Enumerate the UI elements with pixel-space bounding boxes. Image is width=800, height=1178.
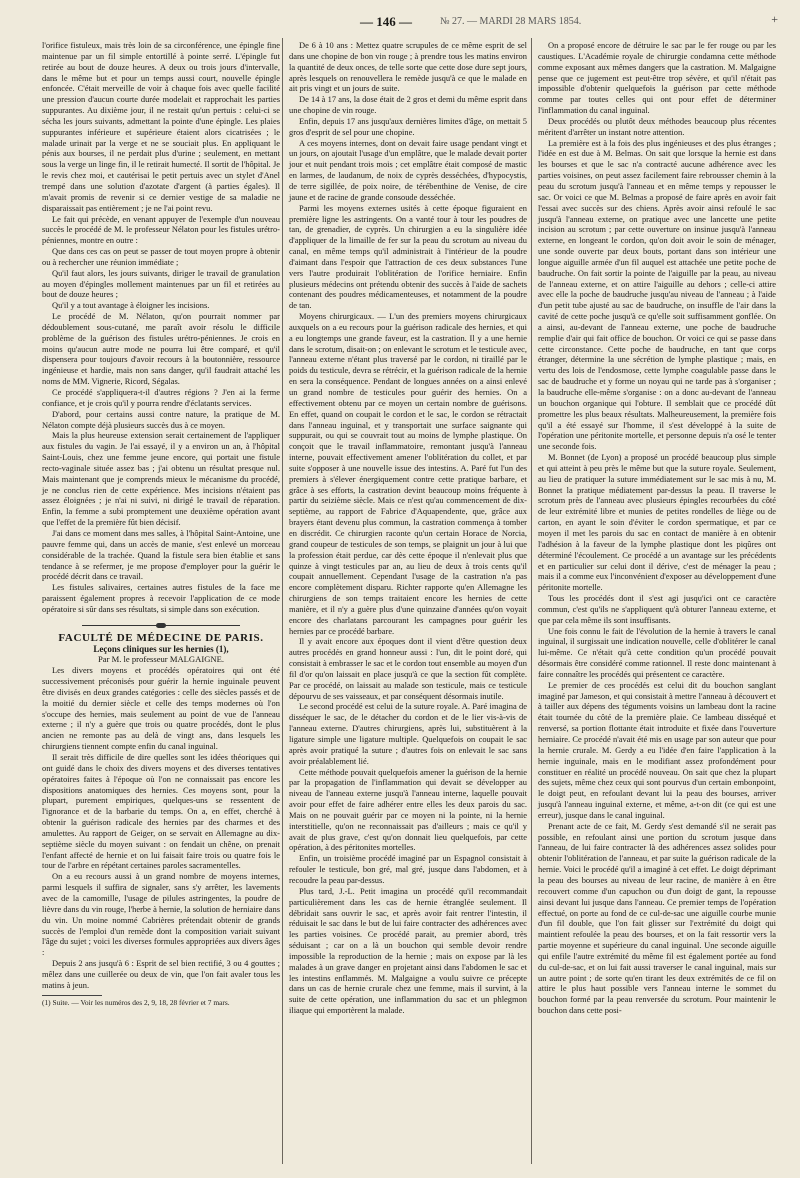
footnote: (1) Suite. — Voir les numéros des 2, 9, 18, 28 février et 7 mars.: [42, 997, 230, 1007]
issue-line: № 27. — MARDI 28 MARS 1854.: [440, 16, 582, 27]
section-subtitle: Leçons cliniques sur les hernies (1),: [93, 643, 229, 654]
paragraph: Deux procédés ou plutôt deux méthodes beaucoup plus récentes méritent d'arrêter un instant notre attention.: [538, 115, 776, 137]
paragraph: Qu'il y a tout avantage à éloigner les incisions.: [52, 300, 210, 311]
paragraph: Ce procédé s'appliquera-t-il d'autres régions ? J'en ai la ferme confiance, et je crois qu'il y pourra rendre d'éclatants services.: [42, 387, 280, 408]
paragraph: Le second procédé est celui de la suture royale. A. Paré imagina de disséquer le sac, de le détacher du cordon et de le lier vis-à-vis de l'anneau externe. D'autres chirurgiens, après lui, substituèrent à la ligature simple une ligature multiple. Quelquefois on coupait le sac après avoir pratiqué la suture ; d'autres fois on enlevait le sac sans avoir préalablement lié.: [289, 701, 527, 766]
paragraph: Cette méthode pouvait quelquefois amener la guérison de la hernie par la propagation de l'inflammation qui devait se développer au niveau de l'anneau externe jusqu'à l'anneau interne, laquelle pouvait avoir pour effet de faire adhérer entre elles les deux parois du sac. Mais on ne pouvait guérir par ce moyen ni la pointe, ni la hernie interstitielle, qu'on ne reconnaissait pas d'ailleurs ; mais ce qu'il y avait de plus grave, c'est qu'on donnait lieu quelquefois, par cette opération, à des péritonites mortelles.: [289, 766, 527, 853]
text-column-right: [538, 40, 776, 1016]
paragraph: Parmi les moyens externes usités à cette époque figuraient en première ligne les astringents. On a vanté tour à tour les poudres de tan, de grenadier, de cyprès. Un chirurgien a eu la singulière idée d'appliquer de la limaille de fer sur la peau du scrotum au niveau du canal, en même temps qu'il administrait à l'intérieur de la poudre d'aimant dans l'espoir que l'attraction de ces deux substances l'une vers l'autre produirait l'oblitération de l'orifice herniaire. Enfin plusieurs médecins ont prétendu obtenir des succès à l'aide de sachets contenant des poudres médicamenteuses, et notamment de la poudre de tan.: [289, 202, 527, 311]
paragraph: Mais la plus heureuse extension serait certainement de l'appliquer aux fistules du vagin. Je l'ai essayé, il y a environ un an, à l'hôpital Saint-Louis, chez une femme jeune encore, qui portait une fistule recto-vaginale située assez bas ; j'ai obtenu un résultat presque nul. Mais maintenant que je comprends mieux le mécanisme du procédé, je ne conclus rien de cette expérience. Mes incisions n'étaient pas assez éloignées ; je n'ai ni suivi, ni dirigé le travail de réparation. Enfin, la femme a subi promptement une deuxième opération avant que l'effet de la première fût bien décisif.: [42, 430, 280, 528]
paragraph: La première est à la fois des plus ingénieuses et des plus étranges ; l'idée en est due à M. Belmas. On sait que lorsque la hernie est dans les bourses et que le sac n'a contracté aucune adhérence avec les parties voisines, on peut assez facilement faire rebrousser chemin à la peau du scrotum jusqu'à l'anneau et en même temps y repousser le sac. Or voici ce que M. Belmas a proposé de faire après en avoir fait l'essai avec succès sur des chiens. Après avoir ainsi refoulé le sac jusqu'à l'anneau externe, on pratique avec une lancette une petite incision au scrotum ; par cette ouverture on insinue jusqu'à l'anneau externe, en longeant le cordon, qu'on doit avoir le soin de ménager, une sonde ouverte par deux bouts, portant dans son intérieur une longue aiguille armée d'un fil auquel est attachée une petite poche de baudruche. On fait sortir la pointe de l'aiguille par la peau, au niveau de l'anneau externe, et on attire l'aiguille au dehors ; celle-ci attire avec elle la poche de baudruche jusqu'au niveau de l'anneau ; à l'aide d'un petit tube ajusté au sac de baudruche, on insuffle de l'air dans la cavité de cette poche jusqu'à ce qu'elle soit suffisamment gonflée. On a ainsi, au-devant de l'anneau externe, une poche de baudruche remplie d'air qui fait office de bouchon. Or voici ce qui se passe dans cette circonstance. Cette poche de baudruche, en tant que corps étranger, détermine la une sécrétion de lymphe plastique ; mais, en vertu des lois de l'endosmose, cette lymphe coagulable passe dans le sac de baudruche et y forme un noyau qui ne tarde pas à s'organiser ; la baudruche elle-même s'organise : on a donc au-devant de l'anneau un bouchon organique qui l'obture. Il semblait que ce procédé dût promettre les plus beaux résultats. Malheureusement, la première fois qu'il a été essayé sur l'homme, il s'est développé à la suite de l'opération une péritonite mortelle, et personne depuis n'a osé le tenter une seconde fois.: [538, 137, 776, 452]
paragraph: Une fois connu le fait de l'évolution de la hernie à travers le canal inguinal, il surgissait une indication nouvelle, celle d'oblitérer le canal lui-même. Ce n'était qu'à cette condition qu'un procédé pouvait désormais être considéré comme rationnel. Il reste donc maintenant à faire connaître les procédés qui présentent ce caractère.: [538, 625, 776, 679]
paragraph: J'ai dans ce moment dans mes salles, à l'hôpital Saint-Antoine, une pauvre femme qui, dans un accès de manie, s'est enlevé un morceau considérable de la trachée. Quand la fistule sera bien établie et sans tendance à se refermer, je me propose d'employer pour la guérir le procédé décrit dans ce travail.: [42, 527, 280, 582]
text-column-left: [42, 40, 280, 1007]
paragraph: A ces moyens internes, dont on devait faire usage pendant vingt et un jours, on ajoutait l'usage d'un emplâtre, que le malade devait porter jour et nuit pendant trois mois ; cet emplâtre était composé de mastic en larmes, de laudanum, de noix de cyprès desséchées, d'hypocystis, de terre sigillée, de poix noire, de térébenthine de Venise, de cire jaune et de racine de grande consoude desséchée.: [289, 137, 527, 202]
section-divider: [42, 621, 280, 631]
paragraph: On a eu recours aussi à un grand nombre de moyens internes, parmi lesquels il suffira de signaler, sans s'y arrêter, les lavements avec de la camomille, l'usage de pilules astringentes, la poudre de lièvre dans du vin rouge, l'herbe à hernie, la solution de herniaire dans du vin. Un moine nommé Cabrières prétendait obtenir de grands succès de l'emploi d'un remède dont la composition variait suivant l'âge du sujet ; voici les diverses formules appropriées aux divers âges :: [42, 871, 280, 958]
column-rule: [531, 38, 532, 1164]
text-column-middle: [289, 40, 527, 1016]
paragraph: Le fait qui précède, en venant appuyer de l'exemple d'un nouveau succès le procédé de M. le professeur Nélaton pour les fistules urétro-péniennes, montre en outre :: [42, 213, 280, 246]
paragraph: Que dans ces cas on peut se passer de tout moyen propre à obtenir ou à rechercher une réunion immédiate ;: [42, 246, 280, 267]
paragraph: Il y avait encore aux époques dont il vient d'être question deux autres procédés en grand honneur aussi : l'un, dit le point doré, qui consistait à embrasser le sac et le cordon tout ensemble au moyen d'un fil d'or qu'on laissait en place jusqu'à ce que la section fût complète. Par ce procédé, on laissait au malade son testicule, mais ce testicule dépourvu de ses vaisseaux, et par conséquent désormais inutile.: [289, 636, 527, 701]
paragraph: De 6 à 10 ans : Mettez quatre scrupules de ce même esprit de sel dans une chopine de bon vin rouge ; à prendre tous les matins environ la quantité de deux onces, de telle sorte que cette dose dure sept jours, après lesquels on renouvellera le remède jusqu'à ce que le malade en ait pris vingt et un jours de suite.: [289, 40, 527, 94]
paragraph: l'orifice fistuleux, mais très loin de sa circonférence, une épingle fine maintenue par un fil simple entortillé à pointe serré. L'épingle fut retirée au bout de douze heures. A deux ou trois jours d'intervalle, dans le même but et pour un temps aussi court, nouvelle épingle enfoncée. C'était merveille de voir à chaque fois avec quelle facilité une pression d'aucun courte durée modelait et rapprochait les parties suppurantes. Au dixième jour, il ne restait qu'un pertuis : celui-ci se sécha les jours suivants, admettant la pointe d'une épingle. Les plaies suppurantes inférieure et supérieure étaient alors cicatrisées ; le malade urinait par la verge et ne se souciait plus. En appliquant le pénis aux bourses, il ne perdait plus d'urine ; seulement, en mettant sous la verge un linge fin, il le retirait humecté. Il sortit de l'hôpital. Je le revis chez moi, et cautérisai le petit pertuis avec un stylet d'Anel trempé dans une solution d'azotate d'argent (à parties égales). Il m'avait promis de revenir si ce dernier vestige de sa maladie ne disparaissait pas entièrement ; je ne l'ai point revu.: [42, 40, 280, 213]
paragraph: De 14 à 17 ans, la dose était de 2 gros et demi du même esprit dans une chopine de vin rouge.: [289, 94, 527, 116]
footnote-rule: [42, 995, 102, 996]
paragraph: Moyens chirurgicaux. — L'un des premiers moyens chirurgicaux auxquels on a eu recours pour la guérison radicale des hernies, et qui a eu longtemps une grande faveur, est la castration. Il y a une hernie dans le scrotum, disait-on ; on enlevant le scrotum et le testicule avec, l'anneau externe n'étant plus traversé par le cordon, ni tiraillé par le poids du testicule, devra se rétrécir, et la guérison radicale de la hernie en sera la conséquence. Pendant de longues années on a ainsi enlevé un grand nombre de testicules pour guérir des hernies. On a effectivement obtenu par ce moyen un certain nombre de guérisons. En effet, quand on coupait le cordon et le sac, le cordon se rétractait dans l'anneau inguinal, et y transportait une surface saignante qui suppurait, ou qui se couvrait tout au moins de lymphe plastique. On conçoit que le travail inflammatoire, remontant jusqu'à l'anneau interne, pouvait effectivement amener l'oblitération du collet, et par suite s'opposer à une nouvelle issue des intestins. A. Paré fut l'un des premiers à s'élever énergiquement contre cette pratique barbare, et grâce à ses efforts, la castration devint beaucoup moins fréquente à partir du seizième siècle. Mais ce n'est qu'au commencement de dix-septième, au rapport de Fabrice d'Aquapendente, que, grâce aux brayers étant devenu plus commun, la castration commença à tomber en discrédit. Ce chirurgien raconte qu'un certain Horace de Norcia, grand coupeur de testicules de son temps, se plaignit un jour à lui que la profession était perdue, car dès cette époque il n'enlevait plus que quinze à vingt testicules par an, au lieu de deux à trois cents qu'il coupait annuellement. Cependant l'usage de la castration n'a pas encore complètement disparu. Richter rapporte qu'en Allemagne les chirurgiens de son temps traitaient encore les hernies de cette manière, et il n'y a guère plus d'une quinzaine d'années qu'on voyait encore des charlatans parcourant les campagnes pour guérir les hernies par ce procédé barbare.: [289, 311, 527, 636]
paragraph: Enfin, un troisième procédé imaginé par un Espagnol consistait à refouler le testicule, bon gré, mal gré, jusque dans l'abdomen, et à recoudre la peau par-dessus.: [289, 853, 527, 885]
paragraph: Prenant acte de ce fait, M. Gerdy s'est demandé s'il ne serait pas possible, en refoulant ainsi une portion du scrotum jusque dans l'anneau, de lui faire contracter là des adhérences assez solides pour obtenir l'oblitération de l'anneau, et par suite la guérison radicale de la hernie. Voici le procédé qu'il a imaginé à cet effet. Le doigt déprimant la peau des bourses au niveau de leur racine, de manière à en être recouvert comme d'un capuchon ou d'un doigt de gant, la repousse ainsi devant lui jusque dans l'anneau. Ce premier temps de l'opération effectué, on porte au fond de ce cul-de-sac une aiguille courbe munie d'un fil double, que l'on fait glisser sur l'extrémité du doigt qui maintient refoulée la peau des bourses, et on la fait ressortir vers la partie moyenne et supérieure du canal inguinal. Une seconde aiguille qui enfile l'autre extrémité du même fil est également portée au fond du cul-de-sac, et on lui fait aussi traverser le canal inguinal, mais sur un autre point ; de sorte qu'en tirant les deux extrémités de ce fil on attire le plus haut possible vers l'anneau interne le sommet du bouchon formé par la peau renversée du scrotum. Pour maintenir le bouchon dans cette posi-: [538, 820, 776, 1016]
paragraph: D'abord, pour certains aussi contre nature, la pratique de M. Nélaton compte déjà plusieurs succès dus à ce moyen.: [42, 408, 280, 430]
paragraph: Tous les procédés dont il s'est agi jusqu'ici ont ce caractère commun, c'est qu'ils ne s'appliquent qu'à obturer l'anneau externe, et que par cela même ils sont insuffisants.: [538, 593, 776, 625]
paragraph: Plus tard, J.-L. Petit imagina un procédé qu'il recommandait particulièrement dans les cas de hernie étranglée seulement. Il débridait sans ouvrir le sac, et après avoir fait rentrer l'intestin, il réduisait le sac dans le but de lui faire contracter des adhérences avec les parties voisines. Ce procédé parait, au premier abord, très séduisant ; car on a là un bouchon qui semble devoir rendre impossible la reproduction de la hernie ; mais on expose par là les malades à un grave danger en projetant ainsi dans l'abdomen le sac et les intestins enflammés. M. Malgaigne a voulu suivre ce précepte dans un cas de hernie crurale chez une femme, mais il survint, à la suite de cette opération, une inflammation du sac et un phlegmon iliaque qui emportèrent la malade.: [289, 885, 527, 1016]
paragraph: Depuis 2 ans jusqu'à 6 : Esprit de sel bien rectifié, 3 ou 4 gouttes ; mêlez dans une cuillerée ou deux de vin, que l'on fait avaler tous les matins à jeun.: [42, 958, 280, 990]
section-title: FACULTÉ DE MÉDECINE DE PARIS.: [58, 631, 264, 644]
paragraph: Il serait très difficile de dire quelles sont les idées théoriques qui ont guidé dans le choix des divers moyens et des diverses tentatives opératoires faites à l'époque où l'on ne connaissait pas encore les dispositions anatomiques des hernies. Ces moyens sont, pour la plupart, purement empiriques, quelques-uns se ressentent de l'ignorance et de la barbarie du temps. On a, en effet, cherché à obtenir la guérison radicale des hernies par des charmes et des amulettes. Au rapport de Geiger, on se servait en Allemagne au dix-septième siècle du moyen suivant : on fendait un chêne, on prenait l'enfant affecté de hernie et on lui faisait faire trois ou quatre fois le tour de l'arbre en répétant certaines paroles sacramentelles.: [42, 752, 280, 871]
paragraph: Enfin, depuis 17 ans jusqu'aux dernières limites d'âge, on mettait 5 gros d'esprit de sel pour une chopine.: [289, 115, 527, 137]
paragraph: Les divers moyens et procédés opératoires qui ont été successivement préconisés pour guérir la hernie inguinale peuvent être divisés en deux grandes catégories : celle des siècles passés et de la moitié du dernier siècle et celle des temps modernes où l'on s'occupe des hernies, mais seulement au point de vue de l'anneau externe ; il n'y a guère que trois ou quatre procédés, dont le plus ancien ne remonte pas au delà de vingt ans, dans lesquels les chirurgiens tiennent compte enfin du canal inguinal.: [42, 665, 280, 752]
header-mark: +: [771, 12, 778, 26]
page-number: — 146 —: [360, 14, 412, 29]
paragraph: Les fistules salivaires, certaines autres fistules de la face me paraissent également propres à recevoir l'application de ce mode opératoire si sûr dans ses résultats, si simple dans son exécution.: [42, 582, 280, 614]
page-header: [40, 12, 778, 34]
paragraph: Qu'il faut alors, les jours suivants, diriger le travail de granulation au moyen d'épingles mollement maintenues par un fil et retirées au bout de douze heures ;: [42, 267, 280, 300]
paragraph: M. Bonnet (de Lyon) a proposé un procédé beaucoup plus simple et qui atteint à peu près le même but que la suture royale. Seulement, au lieu de pratiquer la suture immédiatement sur le sac mis à nu, M. Bonnet la pratique médiatement par-dessus la peau. Il traverse le scrotum près de l'anneau avec plusieurs épingles recourbées du côté de leur extrémité libre et munies de petites rondelles de liège ou de carton, en ayant le soin d'éviter le cordon spermatique, et par ce moyen il met les parois du sac en contact de manière à en obtenir l'adhésion à la faveur de la lymphe plastique dont les piqûres ont déterminé l'écoulement. Ce procédé a un avantage sur les précédents et en particulier sur celui dont il dérive, c'est de ménager la peau ; mais il a comme eux l'inconvénient d'exposer au développement d'une péritonite mortelle.: [538, 452, 776, 593]
paragraph: Le procédé de M. Nélaton, qu'on pourrait nommer par dédoublement sous-cutané, me paraît avoir résolu le difficile problème de la guérison des fistules urétro-péniennes. Je crois en moins qu'aucun autre mode ne pourra lui être comparé, et qu'il dispensera pour toujours d'avoir recours à la boutonnière, ressource ingénieuse et hardie, mais non sans danger, qu'il faudrait attaché les noms de MM. Vignerie, Ricord, Ségalas.: [42, 311, 280, 387]
section-author: Par M. le professeur MALGAIGNE.: [97, 654, 224, 665]
paragraph: On a proposé encore de détruire le sac par le fer rouge ou par les caustiques. L'Académie royale de chirurgie condamna cette méthode comme exposant aux mêmes dangers que la castration. M. Malgaigne pense que ce jugement est peut-être trop sévère, et qu'il n'était pas impossible d'obtenir quelquefois la guérison par cette méthode comme par toutes celles qui ont pour effet de déterminer l'inflammation du canal inguinal.: [538, 40, 776, 116]
column-rule: [282, 38, 283, 1164]
paragraph: Le premier de ces procédés est celui dit du bouchon sanglant imaginé par Jameson, et qui consistait à mettre l'anneau à découvert et à tailler aux dépens des téguments voisins un lambeau dont la racine était tournée du côté de la première plaie. Ce lambeau disséqué et renversé, sa portion flottante était introduite et fixée dans l'ouverture herniaire. Ce procédé n'avait été mis en usage par son auteur que pour la hernie crurale. M. Gerdy a eu l'idée d'en faire l'application à la hernie inguinale, mais en le modifiant assez profondément pour constituer en réalité un procédé nouveau. On sait que chez la plupart des sujets, même chez ceux qui sont pourvus d'un certain embonpoint, le doigt peut, en refoulant devant lui la peau des bourses, arriver jusqu'à l'anneau inguinal externe, et même, a-t-on dit (ce qui est une erreur), jusque dans le canal inguinal.: [538, 679, 776, 820]
